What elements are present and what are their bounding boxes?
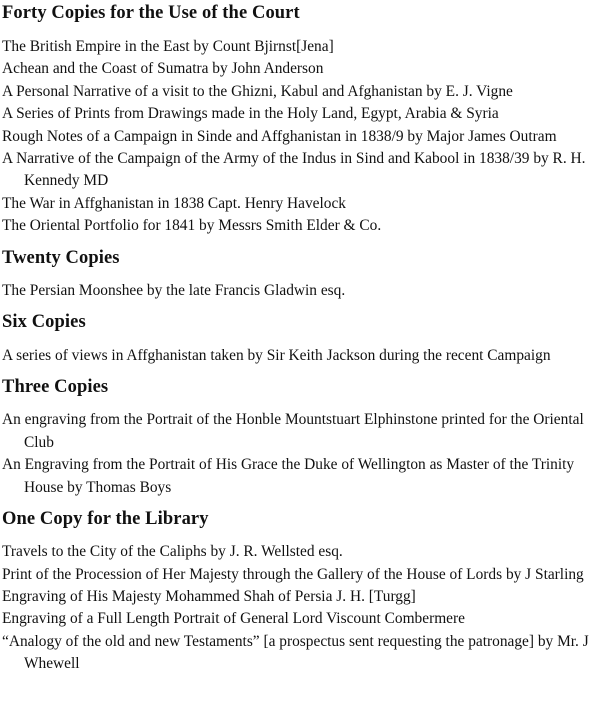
entry-list-six-copies: [2, 345, 598, 367]
list-item: The Oriental Portfolio for 1841 by Messrs Smith Elder & Co.: [2, 217, 382, 235]
list-item: An Engraving from the Portrait of His Grace the Duke of Wellington as Master of the Trinity House by Thomas Boys: [2, 456, 575, 496]
list-item: A series of views in Affghanistan taken by Sir Keith Jackson during the recent Campaign: [2, 347, 551, 365]
list-item: The War in Affghanistan in 1838 Capt. Henry Havelock: [2, 194, 346, 212]
list-item: Engraving of His Majesty Mohammed Shah of Persia J. H. [Turgg]: [2, 587, 416, 605]
section-heading-three-copies: Three Copies: [2, 377, 109, 398]
document-page: [2, 0, 598, 676]
list-item: A Personal Narrative of a visit to the Ghizni, Kabul and Afghanistan by E. J. Vigne: [2, 82, 513, 100]
list-item: A Narrative of the Campaign of the Army of the Indus in Sind and Kabool in 1838/39 by R. H. Kennedy MD: [2, 150, 586, 190]
list-item: Achean and the Coast of Sumatra by John Anderson: [2, 60, 324, 78]
section-heading-forty-copies: Forty Copies for the Use of the Court: [2, 3, 300, 23]
list-item: Print of the Procession of Her Majesty through the Gallery of the House of Lords by J Starling: [2, 565, 584, 583]
entry-list-forty-copies: [2, 36, 598, 238]
list-item: “Analogy of the old and new Testaments” [a prospectus sent requesting the patronage] by Mr. J Whewell: [2, 632, 589, 673]
section-heading-one-copy-library: One Copy for the Library: [2, 509, 209, 530]
list-item: A Series of Prints from Drawings made in the Holy Land, Egypt, Arabia & Syria: [2, 105, 499, 123]
list-item: Travels to the City of the Caliphs by J. R. Wellsted esq.: [2, 543, 343, 561]
section-heading-twenty-copies: Twenty Copies: [2, 247, 120, 268]
entry-list-three-copies: [2, 409, 598, 499]
list-item: The Persian Moonshee by the late Francis Gladwin esq.: [2, 281, 346, 299]
list-item: Rough Notes of a Campaign in Sinde and Affghanistan in 1838/9 by Major James Outram: [2, 127, 557, 145]
list-item: Engraving of a Full Length Portrait of General Lord Viscount Combermere: [2, 610, 465, 628]
section-heading-six-copies: Six Copies: [2, 312, 86, 333]
list-item: The British Empire in the East by Count Bjirnst[Jena]: [2, 38, 334, 55]
entry-list-one-copy-library: [2, 541, 598, 675]
list-item: An engraving from the Portrait of the Honble Mountstuart Elphinstone printed for the Oriental Club: [2, 411, 584, 451]
entry-list-twenty-copies: [2, 280, 598, 302]
